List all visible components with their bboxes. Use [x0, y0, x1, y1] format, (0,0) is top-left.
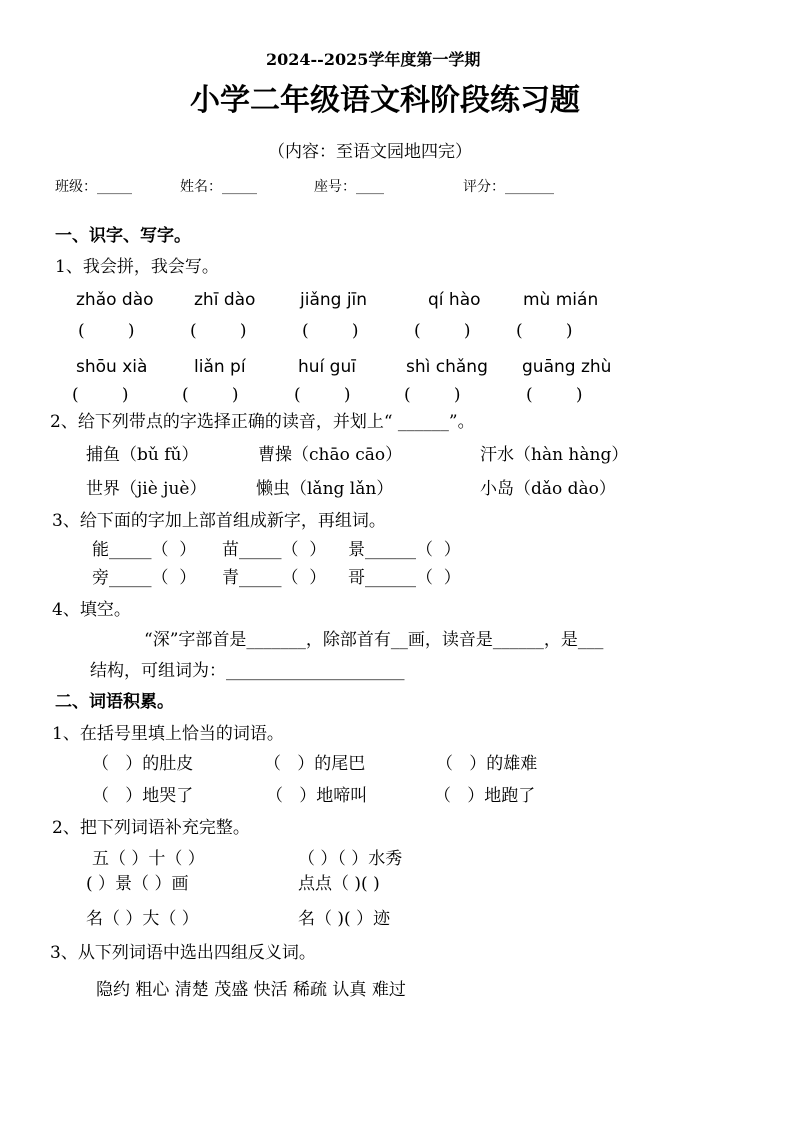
question-1-3-prompt: 3、给下面的字加上部首组成新字，再组词。 — [52, 511, 386, 531]
reading-choice: 捕鱼（bǔ fǔ） — [86, 445, 199, 465]
radical-item: 能_____（ ） — [92, 540, 197, 560]
page-title: 小学二年级语文科阶段练习题 — [190, 83, 580, 118]
pinyin-item: zhǎo dào — [76, 290, 154, 310]
radical-item: 旁_____（ ） — [92, 568, 197, 588]
fill-in-line: “深”字部首是_______，除部首有__画，读音是______，是___ — [144, 630, 604, 650]
reading-choice: 小岛（dǎo dào） — [480, 479, 616, 499]
pinyin-item: shōu xià — [76, 357, 148, 377]
pinyin-item: zhī dào — [194, 290, 256, 310]
question-1-2-prompt: 2、给下列带点的字选择正确的读音，并划上“ ______”。 — [50, 412, 475, 432]
fill-in-line: 结构，可组词为：_____________________ — [90, 661, 405, 681]
radical-item: 哥______（ ） — [348, 568, 461, 588]
pinyin-item: mù mián — [523, 290, 599, 310]
idiom-item: 五（ ）十（ ） — [92, 849, 205, 869]
idiom-item: 名（ )( ）迹 — [298, 909, 391, 929]
pinyin-item: jiǎng jīn — [300, 290, 368, 310]
pinyin-item: guāng zhù — [522, 357, 612, 377]
pinyin-item: huí guī — [298, 357, 356, 377]
pinyin-item: qí hào — [428, 290, 481, 310]
question-2-1-prompt: 1、在括号里填上恰当的词语。 — [52, 724, 284, 744]
idiom-item: 名（ ）大（ ） — [86, 909, 199, 929]
radical-item: 青_____（ ） — [222, 568, 327, 588]
pinyin-item: shì chǎng — [406, 357, 488, 377]
phrase-item: （ ）的雄难 — [436, 754, 538, 774]
answer-box[interactable]: ( ) — [516, 321, 573, 341]
class-field: 班级：_____ — [55, 179, 132, 195]
word-list: 隐约 粗心 清楚 茂盛 快活 稀疏 认真 难过 — [96, 980, 406, 1000]
question-1-4-prompt: 4、填空。 — [52, 600, 131, 620]
phrase-item: （ ）地跑了 — [434, 786, 536, 806]
answer-box[interactable]: ( ) — [190, 321, 247, 341]
idiom-item: 点点（ )( ) — [298, 874, 380, 894]
answer-box[interactable]: ( ) — [526, 385, 583, 405]
idiom-item: ( ）景（ ）画 — [86, 874, 189, 894]
answer-box[interactable]: ( ) — [78, 321, 135, 341]
idiom-item: （ ）（ ）水秀 — [298, 849, 403, 869]
answer-box[interactable]: ( ) — [72, 385, 129, 405]
term-header: 2024--2025学年度第一学期 — [266, 50, 481, 69]
answer-box[interactable]: ( ) — [404, 385, 461, 405]
phrase-item: （ ）的尾巴 — [264, 754, 366, 774]
score-field: 评分：_______ — [463, 179, 554, 195]
answer-box[interactable]: ( ) — [182, 385, 239, 405]
answer-box[interactable]: ( ) — [414, 321, 471, 341]
scope-note: （内容：至语文园地四完） — [268, 142, 472, 162]
reading-choice: 世界（jiè juè） — [86, 479, 207, 499]
reading-choice: 曹操（chāo cāo） — [258, 445, 403, 465]
radical-item: 景______（ ） — [348, 540, 461, 560]
seat-field: 座号：____ — [314, 179, 384, 195]
pinyin-item: liǎn pí — [194, 357, 246, 377]
question-2-2-prompt: 2、把下列词语补充完整。 — [52, 818, 250, 838]
answer-box[interactable]: ( ) — [302, 321, 359, 341]
question-2-3-prompt: 3、从下列词语中选出四组反义词。 — [50, 943, 316, 963]
answer-box[interactable]: ( ) — [294, 385, 351, 405]
phrase-item: （ ）地哭了 — [92, 786, 194, 806]
question-1-1-prompt: 1、我会拼，我会写。 — [55, 257, 219, 277]
reading-choice: 汗水（hàn hàng） — [480, 445, 629, 465]
reading-choice: 懒虫（lǎng lǎn） — [256, 479, 394, 499]
section-heading-2: 二、词语积累。 — [55, 692, 174, 712]
phrase-item: （ ）地啼叫 — [266, 786, 368, 806]
phrase-item: （ ）的肚皮 — [92, 754, 194, 774]
section-heading-1: 一、识字、写字。 — [55, 226, 191, 246]
name-field: 姓名：_____ — [180, 179, 257, 195]
radical-item: 苗_____（ ） — [222, 540, 327, 560]
